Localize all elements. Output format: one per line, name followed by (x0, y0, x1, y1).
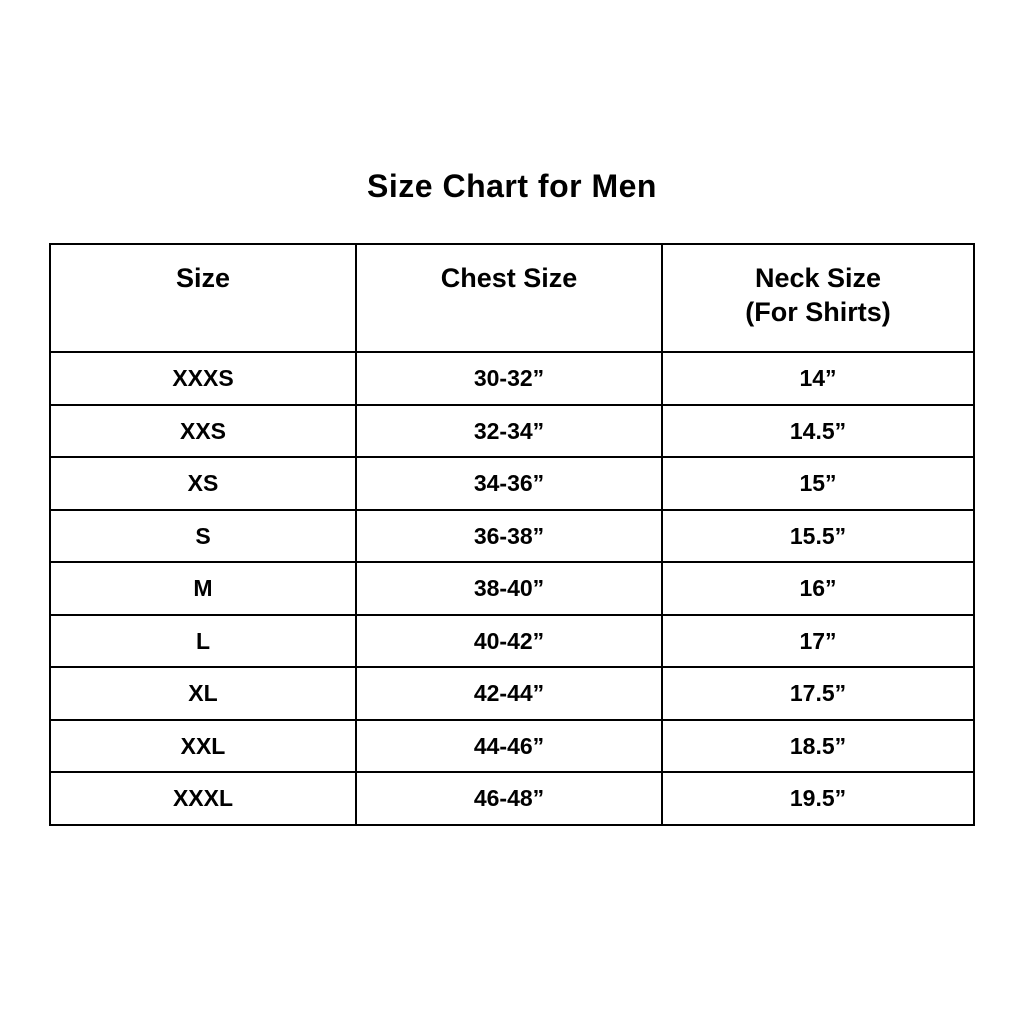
column-header-label: Neck Size (754, 263, 882, 293)
size-chart-table (49, 243, 975, 826)
column-header-label: Chest Size (440, 263, 578, 293)
page-title: Size Chart for Men (367, 168, 657, 204)
table-row (50, 667, 974, 720)
neck-size-cell: 14” (662, 352, 974, 405)
column-header-neck-size (662, 244, 974, 352)
neck-size-cell: 18.5” (662, 720, 974, 773)
size-cell: XXS (50, 405, 356, 458)
column-header-chest-size (356, 244, 662, 352)
table-row (50, 772, 974, 825)
size-cell: L (50, 615, 356, 668)
table-row (50, 405, 974, 458)
neck-size-cell: 15” (662, 457, 974, 510)
size-cell: M (50, 562, 356, 615)
size-cell: XXXL (50, 772, 356, 825)
column-header-sublabel: (For Shirts) (745, 297, 891, 327)
table-row (50, 562, 974, 615)
neck-size-cell: 17” (662, 615, 974, 668)
table-row (50, 720, 974, 773)
chest-size-cell: 30-32” (356, 352, 662, 405)
size-cell: XXXS (50, 352, 356, 405)
chest-size-cell: 32-34” (356, 405, 662, 458)
table-row (50, 510, 974, 563)
chest-size-cell: 40-42” (356, 615, 662, 668)
column-header-label: Size (175, 263, 231, 293)
chest-size-cell: 46-48” (356, 772, 662, 825)
neck-size-cell: 15.5” (662, 510, 974, 563)
table-header-row (50, 244, 974, 352)
neck-size-cell: 19.5” (662, 772, 974, 825)
size-cell: XS (50, 457, 356, 510)
chest-size-cell: 34-36” (356, 457, 662, 510)
column-header-size (50, 244, 356, 352)
chest-size-cell: 36-38” (356, 510, 662, 563)
chest-size-cell: 38-40” (356, 562, 662, 615)
chest-size-cell: 42-44” (356, 667, 662, 720)
table-row (50, 457, 974, 510)
size-cell: XXL (50, 720, 356, 773)
table-row (50, 615, 974, 668)
chest-size-cell: 44-46” (356, 720, 662, 773)
size-cell: XL (50, 667, 356, 720)
table-row (50, 352, 974, 405)
neck-size-cell: 16” (662, 562, 974, 615)
neck-size-cell: 17.5” (662, 667, 974, 720)
neck-size-cell: 14.5” (662, 405, 974, 458)
size-cell: S (50, 510, 356, 563)
